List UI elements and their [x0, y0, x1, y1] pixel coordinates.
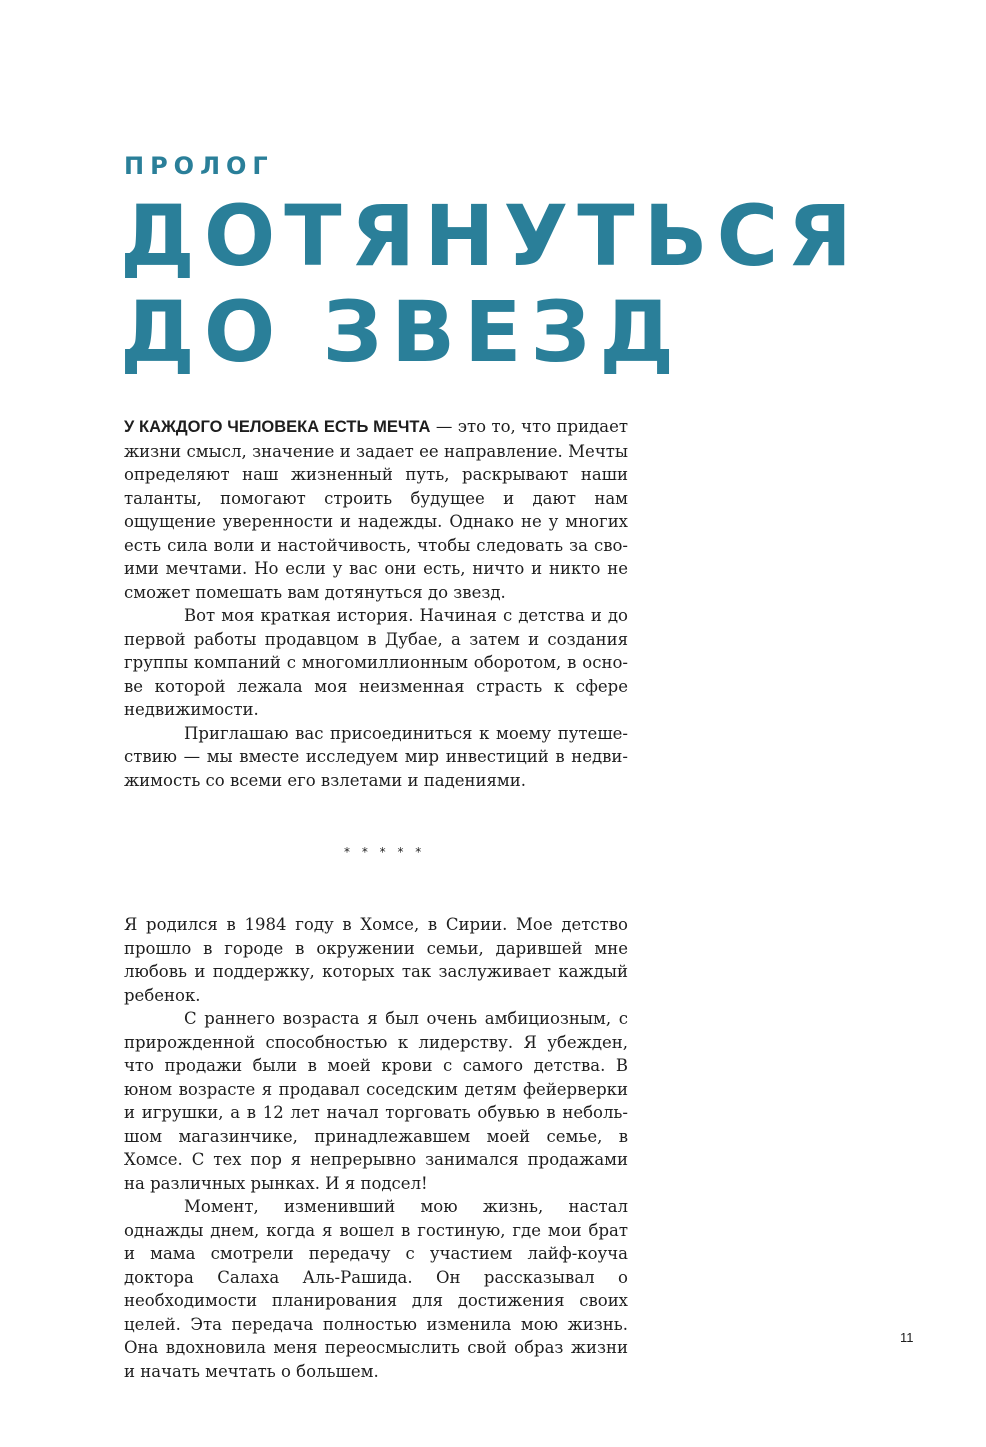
intro-lead-bold: У КАЖДОГО ЧЕЛОВЕКА ЕСТЬ МЕЧТА: [124, 418, 431, 436]
intro-paragraph-2: Вот моя краткая история. Начиная с детства и до первой работы продавцом в Дубае, а затем и создания группы компаний с многомиллионным оборотом, в основе которой лежала моя неизменная страсть к сфере недвижимости.: [124, 606, 628, 719]
chapter-title: [120, 188, 861, 380]
story-paragraph-1: Я родился в 1984 году в Хомсе, в Сирии. Мое детство прошло в городе в окружении семьи, дарившей мне любовь и поддержку, которых так заслуживает каждый ребенок.: [124, 915, 628, 1005]
story-paragraph-2: С раннего возраста я был очень амбициозным, с прирожденной способностью к лидерству. Я убежден, что продажи были в моей крови с самого детства. В юном возрасте я продавал соседским детям фейерверки и игрушки, а в 12 лет начал торговать обувью в небольшом магазинчике, принадлежавшем моей семье, в Хомсе. С тех пор я непрерывно занимался продажами на различных рынках. И я подсел!: [124, 1009, 628, 1193]
chapter-title-line-2: ДО ЗВЕЗД: [120, 283, 684, 381]
section-separator: * * * * *: [344, 845, 426, 859]
story-section: [124, 913, 628, 1383]
chapter-kicker: ПРОЛОГ: [124, 152, 274, 180]
story-paragraph-3: Момент, изменивший мою жизнь, настал однажды днем, когда я вошел в гостиную, где мои брат и мама смотрели передачу с участием лайф-коуча доктора Салаха Аль-Рашида. Он рассказывал о необходимости планирования для достижения своих целей. Эта передача полностью изменила мою жизнь. Она вдохновила меня переосмыслить свой образ жизни и начать мечтать о большем.: [124, 1197, 628, 1381]
intro-section: [124, 415, 628, 792]
chapter-title-line-1: ДОТЯНУТЬСЯ: [120, 187, 861, 285]
intro-paragraph-1: [124, 415, 628, 604]
intro-paragraph-3: Приглашаю вас присоединиться к моему путешествию — мы вместе исследуем мир инвестиций в недвижимость со всеми его взлетами и падениями.: [124, 723, 628, 790]
intro-lead-text: — это то, что придает жизни смысл, значение и задает ее направление. Мечты определяют наш жизненный путь, раскрывают наши таланты, помогают строить будущее и дают нам ощущение уверенности и надежды. Однако не у многих есть сила воли и настойчивость, чтобы следовать за своими мечтами. Но если у вас они есть, ничто и никто не сможет помешать вам дотянуться до звезд.: [124, 417, 628, 602]
page-number: 11: [900, 1330, 914, 1345]
